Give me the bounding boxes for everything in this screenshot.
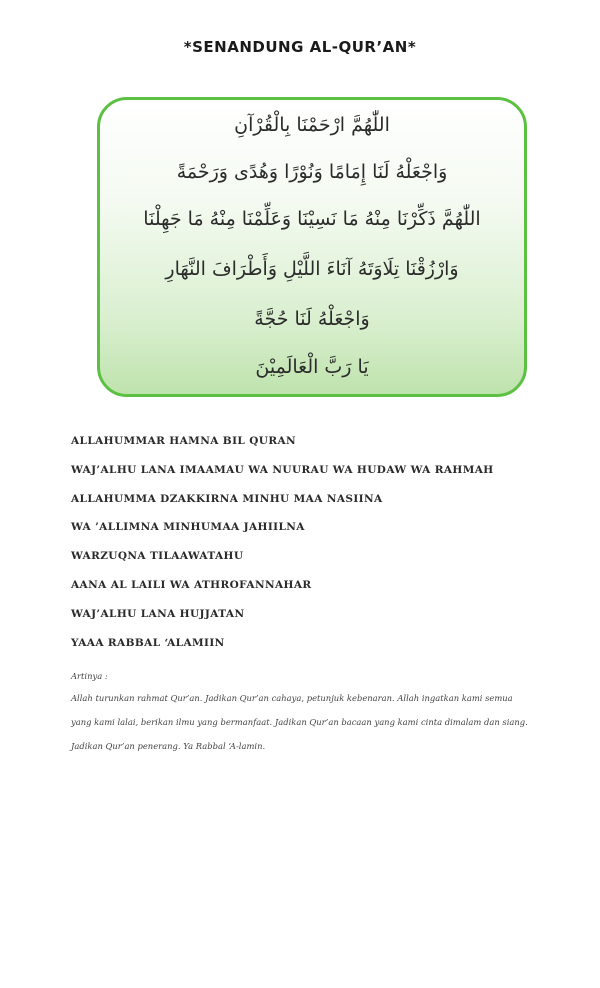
calligraphy-line-4: وَارْزُقْنَا تِلَاوَتَهُ آنَاءَ اللَّيْلِ وَأَطْرَافَ النَّهَارِ [165, 258, 459, 280]
calligraphy-line-5: وَاجْعَلْهُ لَنَا حُجَّةً [254, 308, 370, 330]
lyrics-list [71, 432, 494, 662]
lyric-line: WARZUQNA TILAAWATAHU [71, 550, 244, 563]
lyric-line: WA ’ALLIMNA MINHUMAA JAHIILNA [71, 521, 305, 534]
page-title: *SENANDUNG AL-QUR’AN* [183, 38, 417, 56]
translation-label: Artinya : [71, 671, 108, 681]
calligraphy-line-6: يَا رَبَّ الْعَالَمِيْنَ [255, 356, 369, 378]
translation-text: Allah turunkan rahmat Qur’an. Jadikan Qur’an cahaya, petunjuk kebenaran. Allah ingatkan kami semua yang kami lalai, berikan ilmu yang bermanfaat. Jadikan Qur’an bacaan yang kami cinta dimalam dan siang. Jadikan Qur’an penerang. Ya Rabbal ‘A-lamin. [71, 693, 528, 751]
lyric-line: YAAA RABBAL ‘ALAMIIN [71, 636, 225, 649]
calligraphy-line-3: اللّٰهُمَّ ذَكِّرْنَا مِنْهُ مَا نَسِيْنَا وَعَلِّمْنَا مِنْهُ مَا جَهِلْنَا [143, 208, 481, 230]
arabic-calligraphy-image [97, 97, 527, 397]
calligraphy-line-1: اللّٰهُمَّ ارْحَمْنَا بِالْقُرْآنِ [234, 114, 390, 136]
lyric-line: AANA AL LAILI WA ATHROFANNAHAR [71, 578, 312, 591]
lyric-line: WAJ’ALHU LANA IMAAMAU WA NUURAU WA HUDAW WA RAHMAH [71, 463, 494, 476]
lyric-line: ALLAHUMMAR HAMNA BIL QURAN [71, 435, 296, 447]
calligraphy-line-2: وَاجْعَلْهُ لَنَا إِمَامًا وَنُوْرًا وَهُدًى وَرَحْمَةً [176, 161, 448, 183]
translation-block [71, 668, 533, 758]
lyric-line: WAJ’ALHU LANA HUJJATAN [71, 607, 245, 620]
lyric-line: ALLAHUMMA DZAKKIRNA MINHU MAA NASIINA [71, 492, 383, 505]
